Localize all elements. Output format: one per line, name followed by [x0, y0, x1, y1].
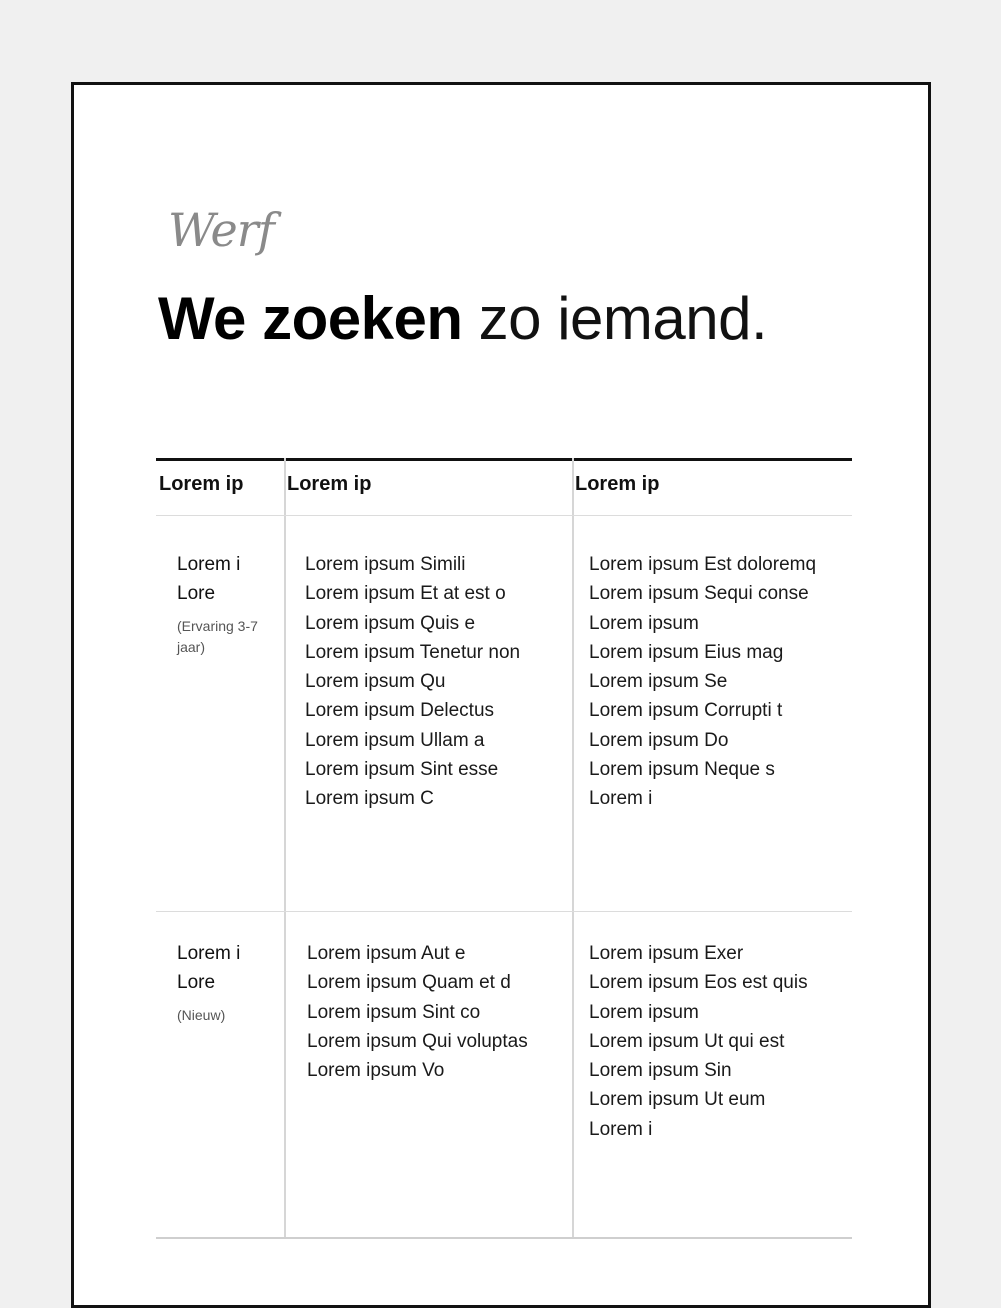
table-row-role [177, 550, 287, 658]
table-bottom-rule [156, 1237, 852, 1239]
list-item: Lorem ipsum Tenetur non [305, 641, 521, 663]
list-item: Lorem ipsum Sint esse [305, 759, 499, 781]
list-item: Lorem ipsum Do [589, 729, 729, 751]
list-item: Lorem ipsum Eos est quis [589, 972, 808, 994]
role-title-line2: Lore [177, 583, 216, 604]
list-item: Lorem ipsum Exer [589, 943, 744, 964]
page-headline [158, 283, 767, 355]
row2-col2-list [307, 939, 528, 1085]
column-divider [572, 458, 574, 1238]
list-item: Lorem ipsum Est doloremq [589, 554, 817, 575]
list-item: Lorem ipsum C [305, 788, 434, 810]
list-item: Lorem i [589, 1118, 653, 1140]
headline-bold: We zoeken [158, 285, 463, 352]
list-item: Lorem ipsum Quis e [305, 612, 476, 634]
list-item: Lorem ipsum Ut eum [589, 1089, 766, 1111]
list-item: Lorem ipsum [589, 1001, 699, 1023]
column-header-3: Lorem ip [575, 473, 660, 495]
header-row-divider [156, 515, 852, 516]
role-title-line1: Lorem i [177, 554, 241, 575]
row2-col3-list [589, 939, 808, 1144]
list-item: Lorem ipsum Se [589, 671, 728, 693]
list-item: Lorem ipsum Ullam a [305, 729, 485, 751]
list-item: Lorem i [589, 788, 653, 810]
list-item: Lorem ipsum Delectus [305, 700, 495, 722]
list-item: Lorem ipsum Et at est o [305, 583, 506, 605]
table-row-role [177, 939, 287, 1026]
row-divider [156, 911, 852, 912]
table-top-rule [156, 458, 852, 461]
list-item: Lorem ipsum Simili [305, 554, 466, 575]
role-note: (Ervaring 3-7 jaar) [177, 618, 258, 655]
role-title-line1: Lorem i [177, 943, 241, 964]
list-item: Lorem ipsum Sint co [307, 1001, 481, 1023]
list-item: Lorem ipsum Vo [307, 1060, 445, 1082]
column-header-2: Lorem ip [287, 473, 372, 495]
list-item: Lorem ipsum Sin [589, 1060, 732, 1082]
list-item: Lorem ipsum Eius mag [589, 641, 784, 663]
row1-col2-list [305, 550, 520, 814]
headline-light: zo iemand. [462, 285, 768, 352]
page-frame [71, 82, 931, 1308]
list-item: Lorem ipsum [589, 612, 699, 634]
list-item: Lorem ipsum Qu [305, 671, 446, 693]
script-title: Werf [168, 203, 274, 257]
list-item: Lorem ipsum Corrupti t [589, 700, 783, 722]
list-item: Lorem ipsum Aut e [307, 943, 466, 964]
column-header-1: Lorem ip [159, 473, 244, 495]
list-item: Lorem ipsum Quam et d [307, 972, 511, 994]
role-note: (Nieuw) [177, 1007, 226, 1023]
role-title-line2: Lore [177, 972, 216, 993]
vacancy-table [156, 458, 852, 1240]
list-item: Lorem ipsum Qui voluptas [307, 1030, 528, 1052]
list-item: Lorem ipsum Ut qui est [589, 1030, 785, 1052]
row1-col3-list [589, 550, 816, 814]
list-item: Lorem ipsum Neque s [589, 759, 775, 781]
list-item: Lorem ipsum Sequi conse [589, 583, 809, 605]
